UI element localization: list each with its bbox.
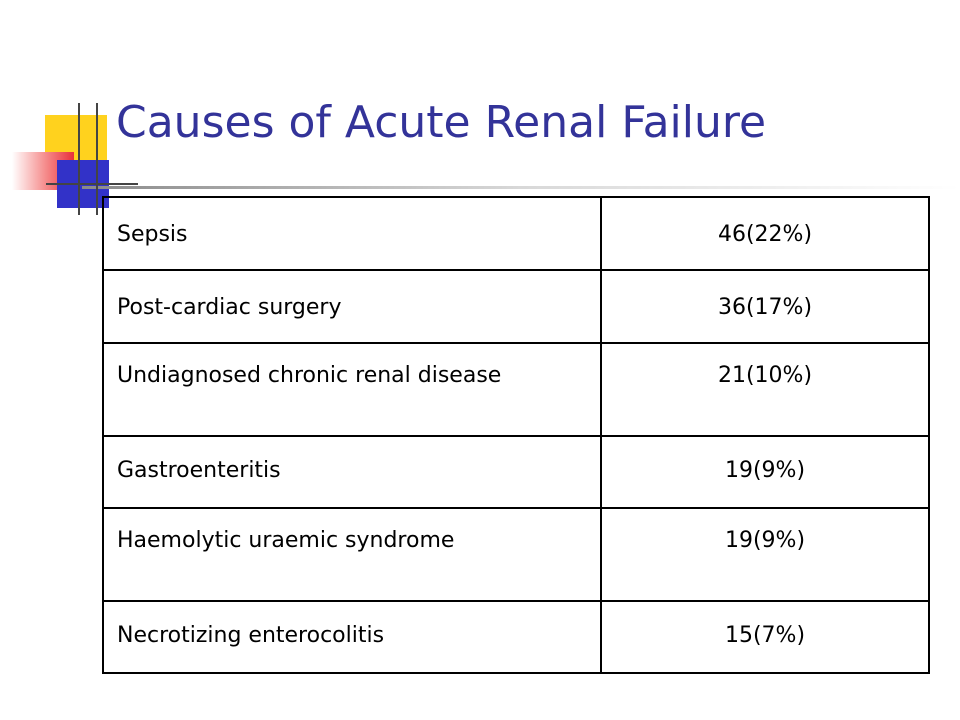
- count-cell: 19(9%): [601, 508, 929, 601]
- title-underline: [82, 186, 960, 189]
- count-cell: 15(7%): [601, 601, 929, 673]
- cause-cell: Sepsis: [103, 197, 601, 270]
- vertical-line-right: [96, 103, 98, 215]
- table-row: [103, 436, 929, 508]
- table-row: [103, 601, 929, 673]
- table-row: [103, 197, 929, 270]
- cause-cell: Undiagnosed chronic renal disease: [103, 343, 601, 436]
- cause-cell: Haemolytic uraemic syndrome: [103, 508, 601, 601]
- table-row: [103, 270, 929, 343]
- table-row: [103, 343, 929, 436]
- causes-table: [102, 196, 930, 674]
- count-cell: 36(17%): [601, 270, 929, 343]
- count-cell: 21(10%): [601, 343, 929, 436]
- cause-cell: Post-cardiac surgery: [103, 270, 601, 343]
- cause-cell: Gastroenteritis: [103, 436, 601, 508]
- table-row: [103, 508, 929, 601]
- cause-cell: Necrotizing enterocolitis: [103, 601, 601, 673]
- count-cell: 46(22%): [601, 197, 929, 270]
- vertical-line-left: [78, 103, 80, 215]
- horizontal-line: [46, 183, 138, 185]
- count-cell: 19(9%): [601, 436, 929, 508]
- slide-title: Causes of Acute Renal Failure: [116, 97, 767, 148]
